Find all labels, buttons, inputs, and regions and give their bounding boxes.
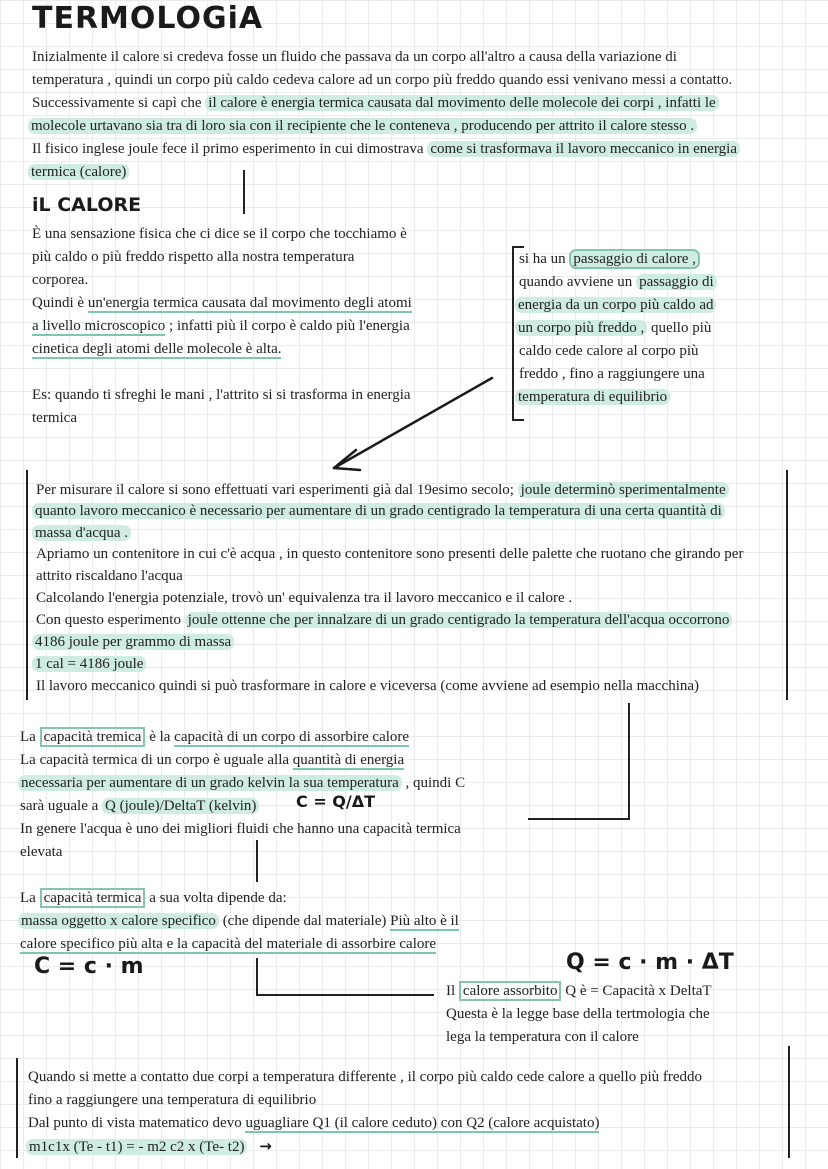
highlight: molecole urtavano sia tra di loro sia con il recipiente che le conteneva , producendo per attrito il calore stesso . (28, 118, 697, 134)
highlight: Q (joule)/DeltaT (kelvin) (102, 798, 259, 814)
calore-line-4: Quindi è un'energia termica causata dal movimento degli atomi (32, 295, 412, 311)
underline: quantità di energia (292, 752, 405, 768)
right-arrow-icon: → (259, 1137, 272, 1155)
intro-line-3: Successivamente si capì che il calore è energia termica causata dal movimento delle molecole dei corpi , infatti le (32, 92, 719, 115)
boxed-term: calore assorbito (459, 981, 562, 1001)
section-heading-calore: iL CALORE (32, 194, 142, 216)
side-line-4: un corpo più freddo , quello più (515, 317, 711, 340)
joule-line-1: Per misurare il calore si sono effettuati vari esperimenti già dal 19esimo secolo; joule determinò sperimentalmente (36, 479, 729, 502)
capacita-line-3: necessaria per aumentare di un grado kelvin la sua temperatura , quindi C (18, 772, 465, 795)
highlight: energia da un corpo più caldo ad (515, 297, 716, 313)
equilibrio-line-1: Quando si mette a contatto due corpi a temperatura differente , il corpo più caldo cede calore a quello più freddo (28, 1069, 703, 1085)
underline: cinetica degli atomi delle molecole è alta. (32, 341, 282, 357)
dipende-line-2: massa oggetto x calore specifico (che dipende dal materiale) Più alto è il (18, 910, 459, 933)
calore-line-2: più caldo o più freddo rispetto alla nostra temperatura (32, 249, 355, 265)
highlight: necessaria per aumentare di un grado kelvin la sua temperatura (18, 775, 402, 791)
intro-line-5: Il fisico inglese joule fece il primo esperimento in cui dimostrava come si trasformava il lavoro meccanico in energia (32, 138, 740, 161)
joule-line-10: Il lavoro meccanico quindi si può trasformare in calore e viceversa (come avviene ad esempio nella macchina) (36, 678, 700, 694)
formula-q-cmdt: Q = c · m · ΔT (566, 950, 734, 975)
underline: uguagliare Q1 (il calore ceduto) con Q2 (calore acquistato) (245, 1115, 600, 1131)
side-line-2: quando avviene un passaggio di (519, 271, 717, 294)
highlight: passaggio di (636, 274, 717, 290)
highlight: massa d'acqua . (32, 525, 131, 541)
highlight: termica (calore) (28, 164, 129, 180)
joule-line-6: Calcolando l'energia potenziale, trovò un' equivalenza tra il lavoro meccanico e il calore . (36, 590, 573, 606)
highlight: quanto lavoro meccanico è necessario per aumentare di un grado centigrado la temperatura di una certa quantità di (32, 503, 725, 519)
legge-line-3: lega la temperatura con il calore (446, 1029, 639, 1045)
capacita-line-2: La capacità termica di un corpo è uguale alla quantità di energia (20, 752, 405, 768)
highlight: come si trasformava il lavoro meccanico in energia (427, 141, 740, 157)
equilibrio-line-2: fino a raggiungere una temperatura di equilibrio (28, 1092, 317, 1108)
dipende-line-1: La capacità termica a sua volta dipende da: (20, 890, 287, 906)
underline: un'energia termica causata dal movimento degli atomi (87, 295, 412, 311)
boxed-term: capacità termica (40, 888, 146, 908)
capacita-line-1: La capacità tremica è la capacità di un corpo di assorbire calore (20, 729, 410, 745)
highlight: il calore è energia termica causata dal movimento delle molecole dei corpi , infatti le (205, 95, 718, 111)
calore-line-3: corporea. (32, 272, 89, 288)
highlight: 4186 joule per grammo di massa (32, 634, 234, 650)
underline: a livello microscopico (32, 318, 166, 334)
highlight: un corpo più freddo , (515, 320, 647, 336)
intro-line-2: temperatura , quindi un corpo più caldo cedeva calore ad un corpo più freddo quando essi venivano messi a contatto. (32, 72, 733, 88)
side-line-6: freddo , fino a raggiungere una (519, 366, 705, 382)
highlight: massa oggetto x calore specifico (18, 913, 219, 929)
highlight: joule ottenne che per innalzare di un grado centigrado la temperatura dell'acqua occorrono (185, 612, 733, 628)
underline: Più alto è il (390, 913, 459, 929)
calore-example-2: termica (32, 410, 77, 426)
highlight: joule determinò sperimentalmente (518, 482, 729, 498)
capacita-line-4: sarà uguale a Q (joule)/DeltaT (kelvin) (20, 795, 259, 818)
legge-line-2: Questa è la legge base della tertmologia che (446, 1006, 710, 1022)
side-line-5: caldo cede calore al corpo più (519, 343, 699, 359)
formula-c-cm: C = c · m (34, 954, 144, 979)
calore-example-1: Es: quando ti sfreghi le mani , l'attrito si si trasforma in energia (32, 387, 411, 403)
highlight: 1 cal = 4186 joule (32, 656, 146, 672)
boxed-term: capacità tremica (40, 727, 146, 747)
joule-line-5: attrito riscaldano l'acqua (36, 568, 183, 584)
intro-line-1: Inizialmente il calore si credeva fosse un fluido che passava da un corpo all'altro a causa della variazione di (32, 49, 677, 65)
legge-line-1: Il calore assorbito Q è = Capacità x DeltaT (446, 983, 712, 999)
highlight: temperatura di equilibrio (515, 389, 670, 405)
boxed-term: passaggio di calore , (569, 249, 699, 269)
formula-capacity: C = Q/ΔT (296, 792, 376, 811)
equilibrio-line-3: Dal punto di vista matematico devo uguagliare Q1 (il calore ceduto) con Q2 (calore acquistato) (28, 1115, 600, 1131)
underline: capacità di un corpo di assorbire calore (174, 729, 410, 745)
joule-line-4: Apriamo un contenitore in cui c'è acqua , in questo contenitore sono presenti delle palette che ruotano che girando per (36, 546, 744, 562)
side-line-1: si ha un passaggio di calore , (519, 248, 700, 271)
calore-line-1: È una sensazione fisica che ci dice se il corpo che tocchiamo è (32, 226, 407, 242)
underline: calore specifico più alta e la capacità del materiale di assorbire calore (20, 936, 437, 952)
capacita-line-6: elevata (20, 844, 63, 860)
page-title: TERMOLOGiA (32, 1, 264, 36)
calore-line-5: a livello microscopico ; infatti più il corpo è caldo più l'energia (32, 318, 410, 334)
joule-line-7: Con questo esperimento joule ottenne che per innalzare di un grado centigrado la temperatura dell'acqua occorrono (36, 609, 732, 632)
highlight: m1c1x (Te - t1) = - m2 c2 x (Te- t2) (26, 1139, 247, 1155)
capacita-line-5: In genere l'acqua è uno dei migliori fluidi che hanno una capacità termica (20, 821, 461, 837)
